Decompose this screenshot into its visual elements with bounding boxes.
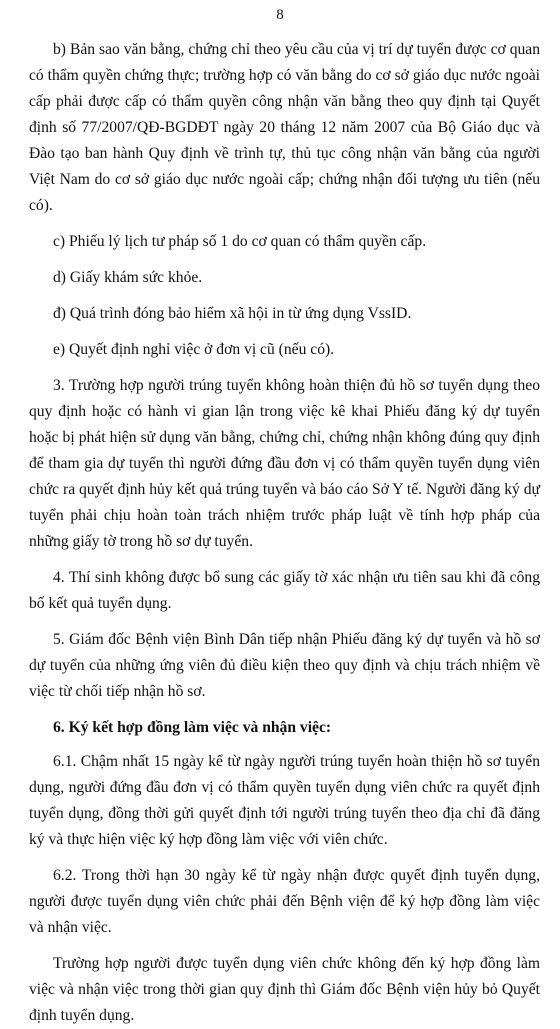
- paragraph-cancellation: Trường hợp người được tuyển dụng viên chức không đến ký hợp đồng làm việc và nhận việc trong thời gian quy định thì Giám đốc Bệnh viện hủy bỏ Quyết định tuyển dụng.: [29, 955, 540, 1024]
- paragraph-c-judicial-record: c) Phiếu lý lịch tư pháp số 1 do cơ quan có thẩm quyền cấp.: [53, 233, 427, 250]
- paragraph-3-incomplete-dossier: 3. Trường hợp người trúng tuyển không hoàn thiện đủ hồ sơ tuyển dụng theo quy định hoặc có hành vi gian lận trong việc kê khai Phiếu đăng ký dự tuyển hoặc bị phát hiện sử dụng văn bằng, chứng chỉ, chứng nhận không đúng quy định để tham gia dự tuyển thì người đứng đầu đơn vị có thẩm quyền tuyển dụng viên chức ra quyết định hủy kết quả trúng tuyển và báo cáo Sở Y tế. Người đăng ký dự tuyển phải chịu hoàn toàn trách nhiệm trước pháp luật về tính hợp pháp của những giấy tờ trong hồ sơ dự tuyển.: [29, 377, 540, 550]
- paragraph-6-1: 6.1. Chậm nhất 15 ngày kể từ ngày người trúng tuyển hoàn thiện hồ sơ tuyển dụng, người đứng đầu đơn vị có thẩm quyền tuyển dụng viên chức ra quyết định tuyển dụng, đồng thời gửi quyết định tới người trúng tuyển theo địa chỉ đã đăng ký và thực hiện việc ký hợp đồng làm việc với viên chức.: [29, 753, 540, 848]
- paragraph-dd-social-insurance: đ) Quá trình đóng bảo hiểm xã hội in từ ứng dụng VssID.: [53, 305, 412, 322]
- paragraph-d-health-certificate: d) Giấy khám sức khỏe.: [53, 269, 203, 286]
- page-number: 8: [276, 7, 284, 23]
- paragraph-e-resignation-decision: e) Quyết định nghỉ việc ở đơn vị cũ (nếu có).: [53, 341, 335, 358]
- paragraph-5-director-receipt: 5. Giám đốc Bệnh viện Bình Dân tiếp nhận Phiếu đăng ký dự tuyển và hồ sơ dự tuyển của những ứng viên đủ điều kiện theo quy định và chịu trách nhiệm về việc từ chối tiếp nhận hồ sơ.: [29, 631, 540, 700]
- paragraph-4-priority-documents: 4. Thí sinh không được bổ sung các giấy tờ xác nhận ưu tiên sau khi đã công bố kết quả tuyển dụng.: [29, 569, 540, 612]
- paragraph-6-2: 6.2. Trong thời hạn 30 ngày kể từ ngày nhận được quyết định tuyển dụng, người được tuyển dụng viên chức phải đến Bệnh viện để ký hợp đồng làm việc và nhận việc.: [29, 867, 540, 936]
- section-heading-6: 6. Ký kết hợp đồng làm việc và nhận việc:: [53, 719, 332, 736]
- paragraph-b-diploma-copies: b) Bản sao văn bằng, chứng chỉ theo yêu cầu của vị trí dự tuyển được cơ quan có thẩm quyền chứng thực; trường hợp có văn bằng do cơ sở giáo dục nước ngoài cấp phải được cấp có thẩm quyền công nhận văn bằng theo quy định tại Quyết định số 77/2007/QĐ-BGDĐT ngày 20 tháng 12 năm 2007 của Bộ Giáo dục và Đào tạo ban hành Quy định về trình tự, thủ tục công nhận văn bằng của người Việt Nam do cơ sở giáo dục nước ngoài cấp; chứng nhận đối tượng ưu tiên (nếu có).: [29, 41, 540, 214]
- document-body: [29, 37, 540, 1029]
